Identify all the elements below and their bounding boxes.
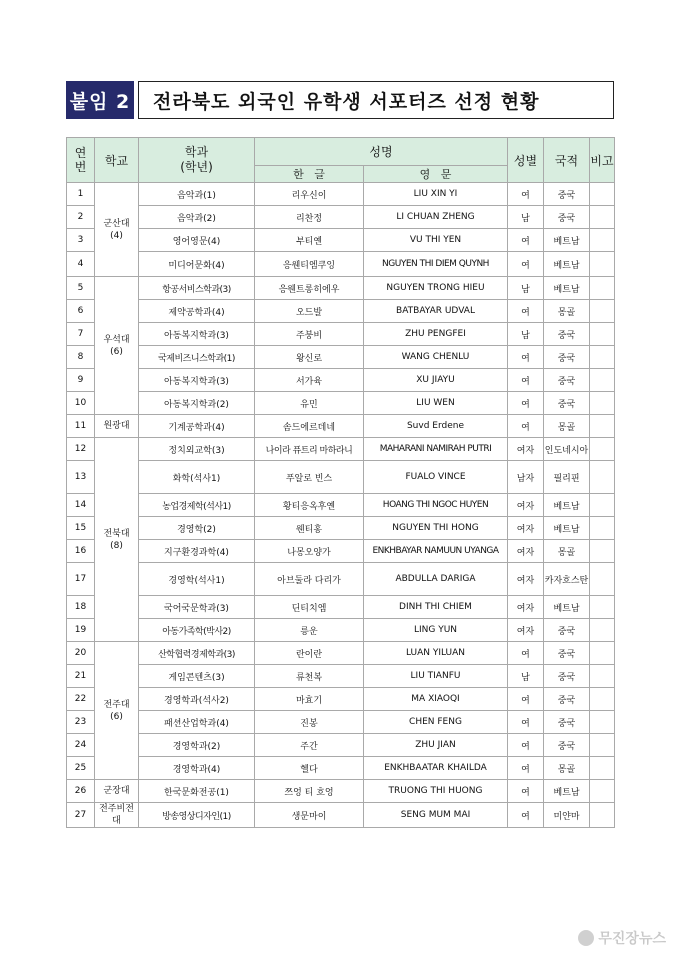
- cell-note: [590, 665, 615, 688]
- cell-name-kr: 진봉: [255, 711, 364, 734]
- table-row: [67, 517, 615, 540]
- cell-gender: 여자: [508, 596, 544, 619]
- cell-name-en: LUAN YILUAN: [364, 642, 508, 665]
- cell-note: [590, 688, 615, 711]
- cell-no: 26: [67, 780, 95, 803]
- cell-name-en: TRUONG THI HUONG: [364, 780, 508, 803]
- cell-name-en: ABDULLA DARIGA: [364, 563, 508, 596]
- cell-note: [590, 252, 615, 277]
- cell-note: [590, 415, 615, 438]
- cell-name-kr: 생문마이: [255, 803, 364, 828]
- cell-gender: 여: [508, 734, 544, 757]
- cell-name-kr: 란이란: [255, 642, 364, 665]
- cell-gender: 여자: [508, 540, 544, 563]
- supporters-table: [66, 137, 615, 828]
- cell-dept: 경영학(석사1): [139, 563, 255, 596]
- cell-dept: 아동복지학과(2): [139, 392, 255, 415]
- cell-name-en: DINH THI CHIEM: [364, 596, 508, 619]
- cell-note: [590, 438, 615, 461]
- cell-name-en: HOANG THI NGOC HUYEN: [364, 494, 508, 517]
- cell-school: 우석대 (6): [95, 277, 139, 415]
- cell-gender: 여: [508, 803, 544, 828]
- cell-name-kr: 주간: [255, 734, 364, 757]
- cell-dept: 방송영상디자인(1): [139, 803, 255, 828]
- cell-dept: 아동복지학과(3): [139, 323, 255, 346]
- cell-name-kr: 마효기: [255, 688, 364, 711]
- cell-no: 20: [67, 642, 95, 665]
- cell-dept: 기계공학과(4): [139, 415, 255, 438]
- cell-name-kr: 유민: [255, 392, 364, 415]
- cell-note: [590, 300, 615, 323]
- cell-note: [590, 369, 615, 392]
- cell-nationality: 베트남: [544, 780, 590, 803]
- cell-name-en: ZHU JIAN: [364, 734, 508, 757]
- cell-gender: 여: [508, 183, 544, 206]
- cell-dept: 화학(석사1): [139, 461, 255, 494]
- cell-no: 6: [67, 300, 95, 323]
- table-row: [67, 252, 615, 277]
- cell-gender: 여: [508, 780, 544, 803]
- cell-gender: 남자: [508, 461, 544, 494]
- cell-dept: 경영학(2): [139, 517, 255, 540]
- cell-name-en: NGUYEN TRONG HIEU: [364, 277, 508, 300]
- table-row: [67, 734, 615, 757]
- cell-gender: 여: [508, 688, 544, 711]
- news-logo-icon: [578, 930, 594, 946]
- cell-name-kr: 리우신이: [255, 183, 364, 206]
- document-title: 전라북도 외국인 유학생 서포터즈 선정 현황: [138, 81, 614, 119]
- cell-gender: 여: [508, 229, 544, 252]
- cell-name-kr: 서가육: [255, 369, 364, 392]
- cell-name-en: ENKHBAATAR KHAILDA: [364, 757, 508, 780]
- cell-name-kr: 헬다: [255, 757, 364, 780]
- cell-school: 전북대 (8): [95, 438, 139, 642]
- cell-school: 전주대 (6): [95, 642, 139, 780]
- cell-no: 13: [67, 461, 95, 494]
- cell-gender: 여: [508, 757, 544, 780]
- cell-no: 22: [67, 688, 95, 711]
- table-row: [67, 206, 615, 229]
- cell-gender: 여: [508, 252, 544, 277]
- table-row: [67, 346, 615, 369]
- cell-dept: 경영학과(석사2): [139, 688, 255, 711]
- cell-name-en: FUALO VINCE: [364, 461, 508, 494]
- cell-name-kr: 릉운: [255, 619, 364, 642]
- table-row: [67, 688, 615, 711]
- cell-note: [590, 803, 615, 828]
- cell-name-en: LIU XIN YI: [364, 183, 508, 206]
- cell-no: 24: [67, 734, 95, 757]
- cell-name-kr: 황티응옥후옌: [255, 494, 364, 517]
- cell-dept: 음악과(1): [139, 183, 255, 206]
- cell-no: 25: [67, 757, 95, 780]
- table-row: [67, 665, 615, 688]
- cell-nationality: 베트남: [544, 252, 590, 277]
- cell-name-kr: 리찬정: [255, 206, 364, 229]
- cell-name-en: NGUYEN THI DIEM QUYNH: [364, 252, 508, 277]
- cell-name-en: NGUYEN THI HONG: [364, 517, 508, 540]
- watermark-text: 무진장뉴스: [598, 931, 666, 947]
- cell-name-en: LIU WEN: [364, 392, 508, 415]
- cell-name-en: LING YUN: [364, 619, 508, 642]
- cell-name-kr: 나이라 퓨트리 마하라니: [255, 438, 364, 461]
- header-name: 성명: [255, 138, 508, 166]
- cell-name-kr: 류천복: [255, 665, 364, 688]
- cell-dept: 한국문화전공(1): [139, 780, 255, 803]
- cell-gender: 여자: [508, 494, 544, 517]
- cell-name-kr: 부티옌: [255, 229, 364, 252]
- cell-gender: 여자: [508, 619, 544, 642]
- cell-note: [590, 734, 615, 757]
- cell-school: 전주비전대: [95, 803, 139, 828]
- table-row: [67, 415, 615, 438]
- cell-note: [590, 563, 615, 596]
- cell-no: 7: [67, 323, 95, 346]
- table-row: [67, 369, 615, 392]
- cell-school: 원광대: [95, 415, 139, 438]
- cell-name-en: XU JIAYU: [364, 369, 508, 392]
- cell-nationality: 베트남: [544, 517, 590, 540]
- cell-no: 11: [67, 415, 95, 438]
- cell-gender: 남: [508, 206, 544, 229]
- cell-dept: 제약공학과(4): [139, 300, 255, 323]
- cell-nationality: 중국: [544, 392, 590, 415]
- cell-dept: 농업경제학(석사1): [139, 494, 255, 517]
- cell-dept: 미디어문화(4): [139, 252, 255, 277]
- cell-nationality: 필리핀: [544, 461, 590, 494]
- cell-no: 8: [67, 346, 95, 369]
- cell-no: 2: [67, 206, 95, 229]
- cell-nationality: 중국: [544, 346, 590, 369]
- table-row: [67, 596, 615, 619]
- table-row: [67, 461, 615, 494]
- cell-school: 군장대: [95, 780, 139, 803]
- cell-dept: 게임콘텐츠(3): [139, 665, 255, 688]
- table-row: [67, 494, 615, 517]
- cell-no: 1: [67, 183, 95, 206]
- cell-dept: 정치외교학(3): [139, 438, 255, 461]
- cell-note: [590, 596, 615, 619]
- cell-name-en: MA XIAOQI: [364, 688, 508, 711]
- cell-note: [590, 323, 615, 346]
- cell-name-en: VU THI YEN: [364, 229, 508, 252]
- cell-dept: 산학협력경제학과(3): [139, 642, 255, 665]
- table-row: [67, 563, 615, 596]
- cell-gender: 여: [508, 392, 544, 415]
- header-name-kr: 한 글: [255, 166, 364, 183]
- table-row: [67, 780, 615, 803]
- table-row: [67, 711, 615, 734]
- table-row: [67, 438, 615, 461]
- header-note: 비고: [590, 138, 615, 183]
- cell-nationality: 중국: [544, 183, 590, 206]
- attachment-badge: 붙임 2: [66, 81, 134, 119]
- header-nationality: 국적: [544, 138, 590, 183]
- cell-no: 21: [67, 665, 95, 688]
- cell-note: [590, 642, 615, 665]
- watermark: [578, 928, 666, 948]
- cell-name-kr: 응웬트롱히에우: [255, 277, 364, 300]
- cell-no: 12: [67, 438, 95, 461]
- cell-note: [590, 711, 615, 734]
- cell-nationality: 중국: [544, 688, 590, 711]
- cell-nationality: 미얀마: [544, 803, 590, 828]
- cell-gender: 남: [508, 323, 544, 346]
- cell-nationality: 몽골: [544, 300, 590, 323]
- cell-dept: 국어국문학과(3): [139, 596, 255, 619]
- cell-name-kr: 쯔엉 티 흐엉: [255, 780, 364, 803]
- cell-note: [590, 346, 615, 369]
- table-row: [67, 540, 615, 563]
- cell-note: [590, 494, 615, 517]
- cell-no: 9: [67, 369, 95, 392]
- cell-no: 10: [67, 392, 95, 415]
- cell-nationality: 베트남: [544, 277, 590, 300]
- table-row: [67, 229, 615, 252]
- cell-gender: 여: [508, 300, 544, 323]
- cell-dept: 경영학과(4): [139, 757, 255, 780]
- cell-note: [590, 229, 615, 252]
- cell-nationality: 중국: [544, 734, 590, 757]
- cell-nationality: 중국: [544, 369, 590, 392]
- cell-no: 14: [67, 494, 95, 517]
- table-row: [67, 277, 615, 300]
- table-row: [67, 803, 615, 828]
- cell-gender: 여: [508, 369, 544, 392]
- cell-nationality: 중국: [544, 323, 590, 346]
- cell-gender: 여자: [508, 563, 544, 596]
- cell-gender: 남: [508, 277, 544, 300]
- cell-nationality: 베트남: [544, 229, 590, 252]
- cell-name-en: BATBAYAR UDVAL: [364, 300, 508, 323]
- cell-gender: 여: [508, 642, 544, 665]
- cell-dept: 영어영문(4): [139, 229, 255, 252]
- cell-nationality: 중국: [544, 665, 590, 688]
- cell-nationality: 카자흐스탄: [544, 563, 590, 596]
- cell-name-en: WANG CHENLU: [364, 346, 508, 369]
- table-row: [67, 300, 615, 323]
- cell-nationality: 인도네시아: [544, 438, 590, 461]
- cell-note: [590, 183, 615, 206]
- cell-note: [590, 540, 615, 563]
- cell-gender: 여: [508, 415, 544, 438]
- cell-dept: 패션산업학과(4): [139, 711, 255, 734]
- table-row: [67, 757, 615, 780]
- cell-name-en: CHEN FENG: [364, 711, 508, 734]
- cell-note: [590, 206, 615, 229]
- cell-note: [590, 392, 615, 415]
- cell-name-kr: 웬티홍: [255, 517, 364, 540]
- cell-nationality: 몽골: [544, 757, 590, 780]
- cell-nationality: 중국: [544, 206, 590, 229]
- header-no: 연번: [67, 138, 95, 183]
- cell-gender: 여: [508, 346, 544, 369]
- table-row: [67, 183, 615, 206]
- cell-name-kr: 주붕비: [255, 323, 364, 346]
- cell-dept: 음악과(2): [139, 206, 255, 229]
- cell-name-en: SENG MUM MAI: [364, 803, 508, 828]
- cell-nationality: 중국: [544, 619, 590, 642]
- header-name-en: 영 문: [364, 166, 508, 183]
- table-row: [67, 619, 615, 642]
- cell-note: [590, 757, 615, 780]
- table-row: [67, 392, 615, 415]
- cell-name-kr: 딘티치엠: [255, 596, 364, 619]
- cell-note: [590, 517, 615, 540]
- cell-name-en: LI CHUAN ZHENG: [364, 206, 508, 229]
- cell-no: 18: [67, 596, 95, 619]
- cell-gender: 남: [508, 665, 544, 688]
- cell-nationality: 몽골: [544, 415, 590, 438]
- cell-dept: 아동복지학과(3): [139, 369, 255, 392]
- title-bar: [66, 81, 614, 119]
- cell-nationality: 베트남: [544, 494, 590, 517]
- cell-name-en: LIU TIANFU: [364, 665, 508, 688]
- cell-no: 15: [67, 517, 95, 540]
- cell-name-en: ENKHBAYAR NAMUUN UYANGA: [364, 540, 508, 563]
- cell-dept: 경영학과(2): [139, 734, 255, 757]
- cell-name-kr: 아브둘라 다리가: [255, 563, 364, 596]
- cell-name-en: Suvd Erdene: [364, 415, 508, 438]
- cell-gender: 여자: [508, 517, 544, 540]
- cell-note: [590, 780, 615, 803]
- cell-dept: 지구환경과학(4): [139, 540, 255, 563]
- cell-no: 3: [67, 229, 95, 252]
- cell-name-kr: 푸알로 빈스: [255, 461, 364, 494]
- cell-no: 16: [67, 540, 95, 563]
- cell-name-en: MAHARANI NAMIRAH PUTRI: [364, 438, 508, 461]
- cell-name-kr: 응웬티엠쿠잉: [255, 252, 364, 277]
- cell-no: 27: [67, 803, 95, 828]
- cell-no: 19: [67, 619, 95, 642]
- table-row: [67, 642, 615, 665]
- header-school: 학교: [95, 138, 139, 183]
- header-gender: 성별: [508, 138, 544, 183]
- cell-name-kr: 나몽오양가: [255, 540, 364, 563]
- cell-nationality: 중국: [544, 642, 590, 665]
- cell-gender: 여: [508, 711, 544, 734]
- cell-dept: 아동가족학(박사2): [139, 619, 255, 642]
- cell-note: [590, 277, 615, 300]
- cell-nationality: 몽골: [544, 540, 590, 563]
- cell-name-en: ZHU PENGFEI: [364, 323, 508, 346]
- cell-no: 5: [67, 277, 95, 300]
- cell-no: 23: [67, 711, 95, 734]
- header-dept: 학과 (학년): [139, 138, 255, 183]
- cell-note: [590, 619, 615, 642]
- cell-school: 군산대 (4): [95, 183, 139, 277]
- cell-nationality: 베트남: [544, 596, 590, 619]
- cell-name-kr: 오드발: [255, 300, 364, 323]
- cell-gender: 여자: [508, 438, 544, 461]
- cell-dept: 항공서비스학과(3): [139, 277, 255, 300]
- cell-name-kr: 솜드에르데네: [255, 415, 364, 438]
- cell-dept: 국제비즈니스학과(1): [139, 346, 255, 369]
- cell-no: 17: [67, 563, 95, 596]
- cell-name-kr: 왕신로: [255, 346, 364, 369]
- cell-note: [590, 461, 615, 494]
- cell-no: 4: [67, 252, 95, 277]
- table-row: [67, 323, 615, 346]
- cell-nationality: 중국: [544, 711, 590, 734]
